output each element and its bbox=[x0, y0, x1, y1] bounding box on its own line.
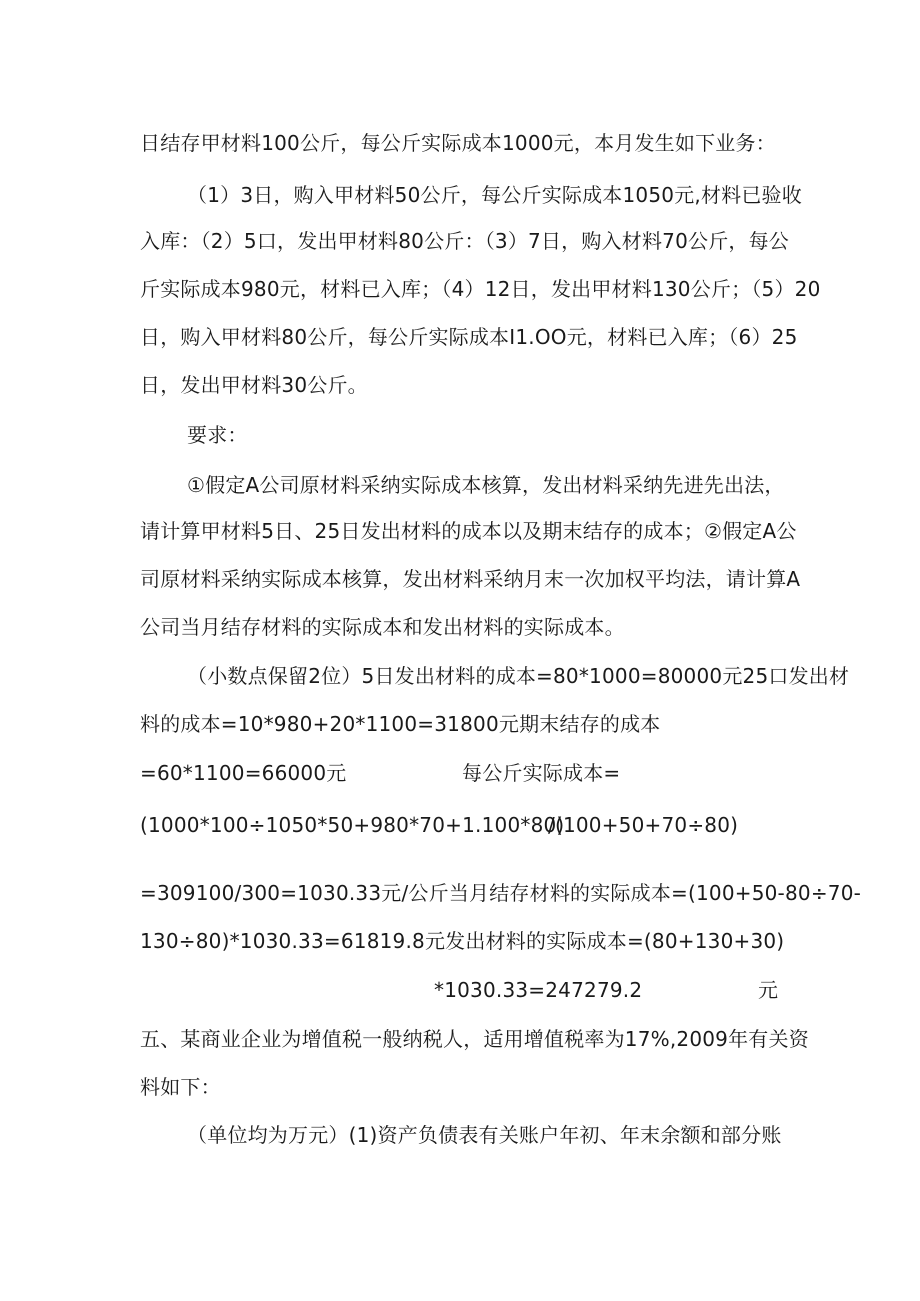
text-line-11: 公司当月结存材料的实际成本和发出材料的实际成本。 bbox=[140, 615, 625, 639]
formula-line-20: *1030.33=247279.2 bbox=[434, 978, 643, 1002]
text-line-24: （单位均为万元）(1)资产负债表有关账户年初、年末余额和部分账 bbox=[187, 1123, 782, 1147]
text-line-8: ①假定A公司原材料采纳实际成本核算，发出材料采纳先进先出法， bbox=[187, 473, 785, 497]
text-line-5: 日，购入甲材料80公斤，每公斤实际成本I1.OO元，材料已入库；（6）25 bbox=[140, 325, 798, 349]
formula-line-16: (1000*100÷1050*50+980*70+1.100*80) bbox=[140, 813, 565, 837]
text-line-13: 料的成本=10*980+20*1100=31800元期末结存的成本 bbox=[140, 712, 661, 736]
text-line-1: 日结存甲材料100公斤，每公斤实际成本1000元，本月发生如下业务： bbox=[140, 131, 776, 155]
text-line-15: 每公斤实际成本= bbox=[462, 761, 621, 785]
text-line-9: 请计算甲材料5日、25日发出材料的成本以及期末结存的成本；②假定A公 bbox=[140, 519, 797, 543]
text-line-3: 入库：（2）5口，发出甲材料80公斤：（3）7日，购入材料70公斤，每公 bbox=[140, 229, 789, 253]
text-line-22: 五、某商业企业为增值税一般纳税人，适用增值税率为17%,2009年有关资 bbox=[140, 1027, 809, 1051]
text-line-23: 料如下： bbox=[140, 1075, 221, 1099]
formula-line-18: =309100/300=1030.33元/公斤当月结存材料的实际成本=(100+50-80÷70- bbox=[140, 881, 862, 905]
unit-yuan: 元 bbox=[758, 978, 779, 1002]
formula-line-19: 130÷80)*1030.33=61819.8元发出材料的实际成本=(80+130+30) bbox=[140, 929, 785, 953]
text-line-4: 斤实际成本980元，材料已入库；（4）12日，发出甲材料130公斤；（5）20 bbox=[140, 277, 821, 301]
text-line-7: 要求： bbox=[187, 423, 248, 447]
text-line-6: 日，发出甲材料30公斤。 bbox=[140, 373, 368, 397]
formula-line-17: /(100+50+70÷80) bbox=[548, 813, 739, 837]
text-line-14: =60*1100=66000元 bbox=[140, 761, 347, 785]
text-line-12: （小数点保留2位）5日发出材料的成本=80*1000=80000元25口发出材 bbox=[187, 664, 850, 688]
text-line-10: 司原材料采纳实际成本核算，发出材料采纳月末一次加权平均法，请计算A bbox=[140, 567, 801, 591]
text-line-2: （1）3日，购入甲材料50公斤，每公斤实际成本1050元,材料已验收 bbox=[187, 183, 802, 207]
